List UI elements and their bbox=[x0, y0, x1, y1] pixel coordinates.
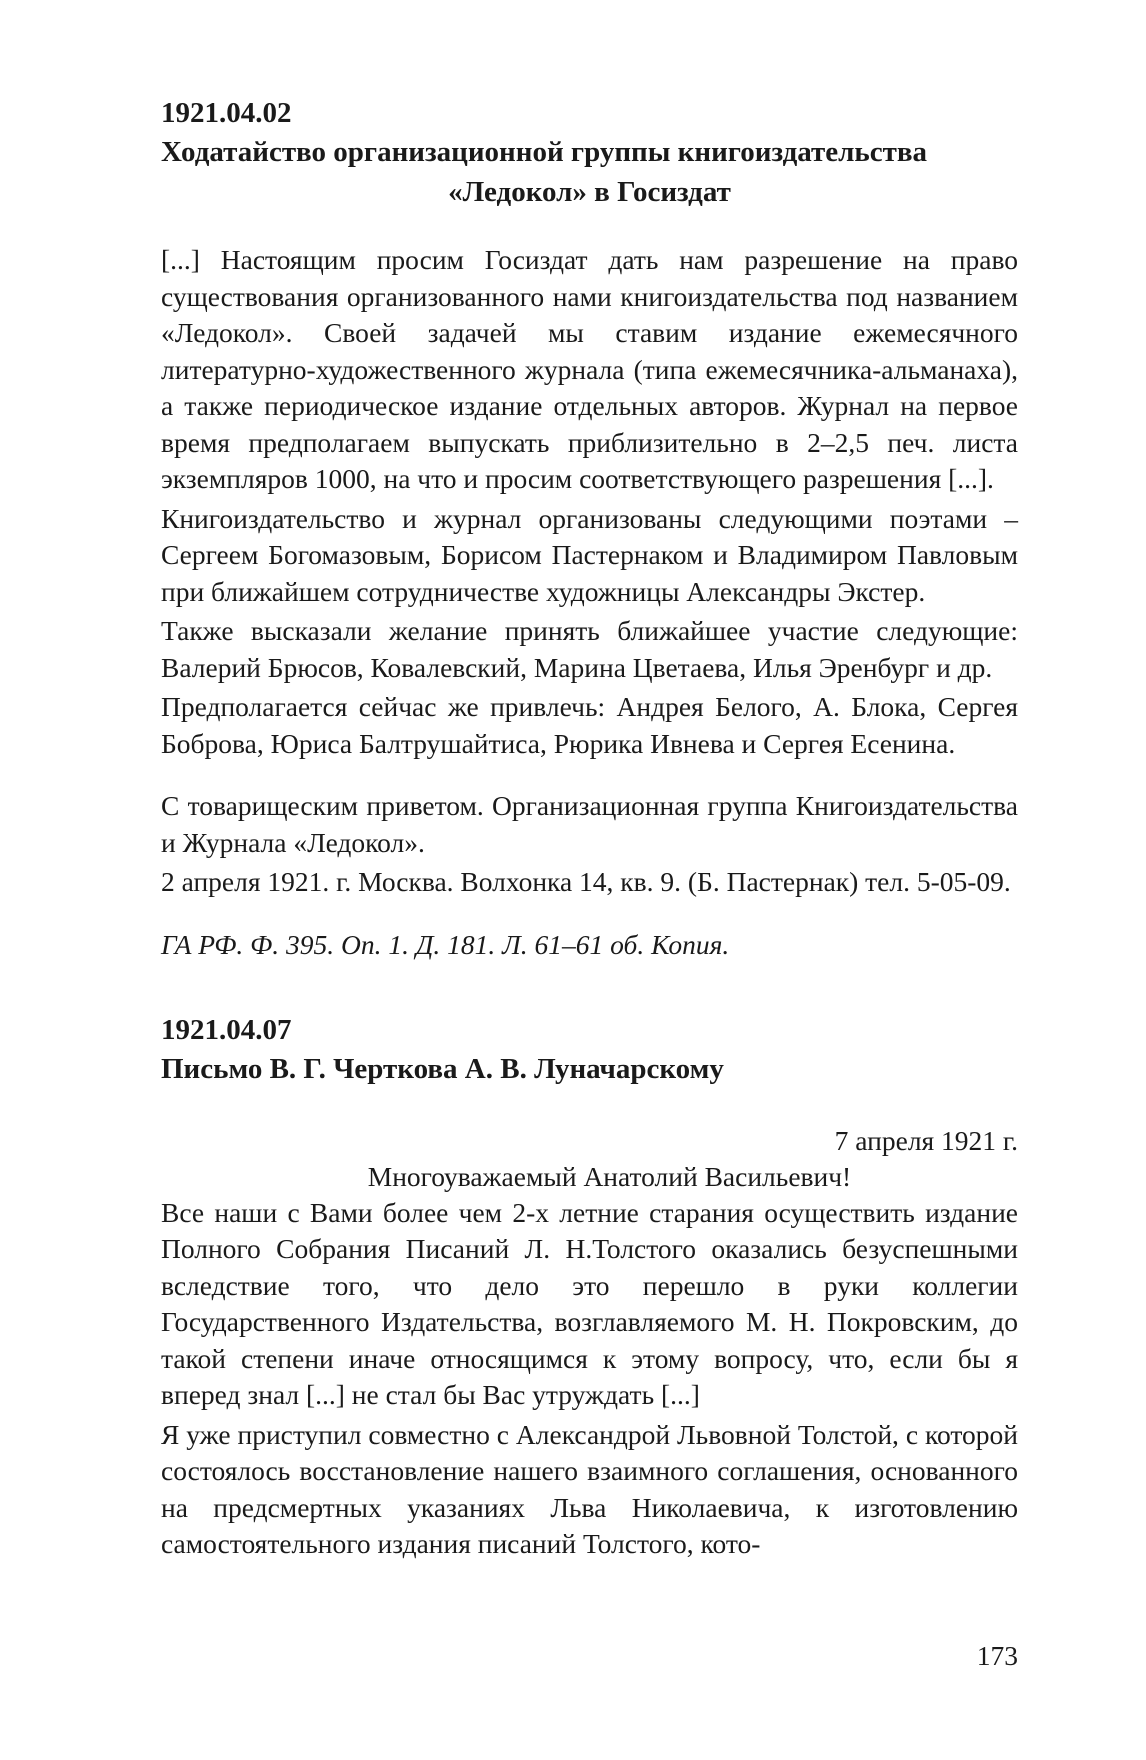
letter-date: 7 апреля 1921 г. bbox=[834, 1124, 1018, 1156]
signature-paragraph: 2 апреля 1921. г. Москва. Волхонка 14, кв. 9. (Б. Пастернак) тел. 5-05-09. bbox=[161, 866, 1011, 897]
document-entry-2 bbox=[161, 1011, 1018, 1563]
body-paragraph: Книгоиздательство и журнал организованы следующими поэтами – Сергеем Богомазовым, Борисом Пастернаком и Владимиром Павловым при ближайшем сотрудничестве художницы Александры Экстер. bbox=[161, 502, 1018, 607]
closing-paragraph: С товарищеским приветом. Организационная группа Книгоиздательства и Журнала «Ледокол». bbox=[161, 790, 1018, 858]
document-date: 1921.04.07 bbox=[161, 1013, 292, 1046]
document-title: Письмо В. Г. Черткова А. В. Луначарскому bbox=[161, 1052, 724, 1085]
document-date: 1921.04.02 bbox=[161, 97, 292, 129]
body-paragraph: [...] Настоящим просим Госиздат дать нам разрешение на право существования организованного нами книгоиздательства под названием «Ледокол». Своей задачей мы ставим издание ежемесячного литературно-художественного журнала (типа ежемесячника-альманаха), а также периодическое издание отдельных авторов. Журнал на первое время предполагаем выпускать приблизительно в 2–2,5 печ. листа экземпляров 1000, на что и просим соответствующего разрешения [...]. bbox=[161, 244, 1018, 494]
letter-salutation: Многоуважаемый Анатолий Васильевич! bbox=[367, 1160, 852, 1192]
body-paragraph: Все наши с Вами более чем 2-х летние старания осуществить издание Полного Собрания Писаний Л. Н.Толстого оказались безуспешными вследствие того, что дело это перешло в руки коллегии Государственного Издательства, возглавляемого М. Н. Покровским, до такой степени иначе относящимся к этому вопросу, что, если бы я вперед знал [...] не стал бы Вас утруждать [...] bbox=[161, 1196, 1018, 1410]
document-body bbox=[161, 242, 1018, 762]
page-number: 173 bbox=[976, 1640, 1018, 1671]
document-title-line-1: Ходатайство организационной группы книгоиздательства bbox=[161, 136, 927, 168]
document-entry-1 bbox=[161, 94, 1018, 963]
body-paragraph: Предполагается сейчас же привлечь: Андрея Белого, А. Блока, Сергея Боброва, Юриса Балтрушайтиса, Рюрика Ивнева и Сергея Есенина. bbox=[161, 691, 1018, 759]
body-paragraph: Я уже приступил совместно с Александрой Львовной Толстой, с которой состоялось восстановление нашего взаимного соглашения, основанного на предсмертных указаниях Льва Николаевича, к изготовлению самостоятельного издания писаний Толстого, кото- bbox=[161, 1418, 1018, 1559]
book-page bbox=[161, 94, 1018, 1563]
archival-source: ГА РФ. Ф. 395. Оп. 1. Д. 181. Л. 61–61 об. Копия. bbox=[161, 928, 730, 960]
document-title-line-2: «Ледокол» в Госиздат bbox=[448, 176, 731, 208]
body-paragraph: Также высказали желание принять ближайшее участие следующие: Валерий Брюсов, Ковалевский, Марина Цветаева, Илья Эренбург и др. bbox=[161, 615, 1018, 683]
